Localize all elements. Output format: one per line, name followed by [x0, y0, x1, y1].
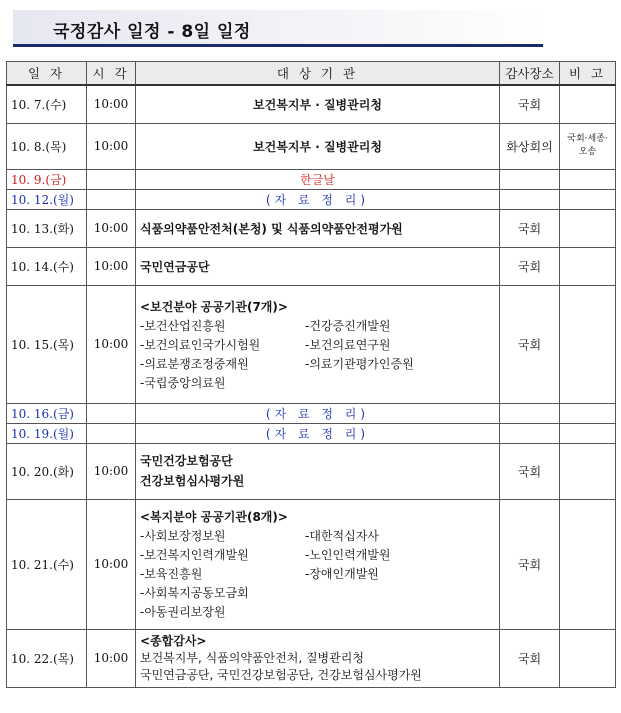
list-item: -보건산업진흥원: [140, 318, 226, 333]
note-cell: 국회·세종·오송: [560, 123, 616, 169]
institution-line: 건강보험심사평가원: [140, 474, 245, 488]
date-cell: 10. 21.(수): [7, 499, 87, 629]
date-cell: 10. 13.(화): [7, 209, 87, 247]
list-item: -보건의료연구원: [305, 337, 391, 352]
place-cell: 국회: [500, 443, 560, 499]
note-cell: [560, 443, 616, 499]
note-cell: [560, 629, 616, 687]
institution-group-cell: [136, 499, 500, 629]
note-cell: [560, 209, 616, 247]
date-cell: 10. 19.(월): [7, 423, 87, 443]
time-cell: [87, 169, 136, 189]
date-cell: 10. 15.(목): [7, 285, 87, 403]
group-items: [140, 317, 495, 391]
list-item: -사회보장정보원: [140, 529, 226, 543]
institution-cell: [136, 443, 500, 499]
title-underline: [13, 44, 543, 47]
date-cell: 10. 20.(화): [7, 443, 87, 499]
place-cell: 국회: [500, 85, 560, 123]
time-cell: [87, 189, 136, 209]
place-cell: [500, 169, 560, 189]
institution-line: 국민연금공단, 국민건강보험공단, 건강보험심사평가원: [140, 667, 422, 682]
date-cell: 10. 9.(금): [7, 169, 87, 189]
table-row: [7, 169, 616, 189]
holiday-cell: 한글날: [136, 169, 500, 189]
table-row: [7, 403, 616, 423]
place-cell: 국회: [500, 285, 560, 403]
schedule-table: [6, 61, 616, 688]
time-cell: 10:00: [87, 285, 136, 403]
group-title: <복지분야 공공기관(8개)>: [140, 510, 288, 524]
recess-cell: (자 료 정 리): [136, 403, 500, 423]
date-cell: 10. 22.(목): [7, 629, 87, 687]
list-item: -의료분쟁조정중재원: [140, 356, 249, 371]
date-cell: 10. 16.(금): [7, 403, 87, 423]
list-item: -노인인력개발원: [305, 548, 391, 562]
list-item: -대한적십자사: [305, 529, 379, 543]
time-cell: 10:00: [87, 123, 136, 169]
place-cell: 국회: [500, 499, 560, 629]
group-title: <종합감사>: [140, 633, 207, 648]
title-banner: [13, 10, 543, 44]
header-place: 감사장소: [500, 62, 560, 86]
time-cell: 10:00: [87, 629, 136, 687]
header-row: [7, 62, 616, 86]
note-cell: [560, 247, 616, 285]
table-row: [7, 247, 616, 285]
institution-group-cell: [136, 629, 500, 687]
recess-cell: (자 료 정 리): [136, 189, 500, 209]
time-cell: 10:00: [87, 443, 136, 499]
note-cell: [560, 423, 616, 443]
list-item: -장애인개발원: [305, 567, 379, 581]
place-cell: 국회: [500, 209, 560, 247]
place-cell: [500, 403, 560, 423]
institution-cell: 보건복지부 · 질병관리청: [136, 85, 500, 123]
header-date: 일 자: [7, 62, 87, 86]
note-cell: [560, 285, 616, 403]
time-cell: 10:00: [87, 247, 136, 285]
header-institution: 대 상 기 관: [136, 62, 500, 86]
date-cell: 10. 8.(목): [7, 123, 87, 169]
list-item: -사회복지공동모금회: [140, 586, 249, 600]
table-row: [7, 443, 616, 499]
group-items: [140, 527, 495, 620]
date-cell: 10. 12.(월): [7, 189, 87, 209]
time-cell: [87, 423, 136, 443]
table-row: [7, 499, 616, 629]
list-item: -보육진흥원: [140, 567, 203, 581]
list-item: -국립중앙의료원: [140, 375, 226, 390]
table-row: [7, 85, 616, 123]
list-item: -보건복지인력개발원: [140, 548, 249, 562]
table-row: [7, 123, 616, 169]
time-cell: 10:00: [87, 85, 136, 123]
table-row: [7, 189, 616, 209]
time-cell: [87, 403, 136, 423]
institution-line: 국민건강보험공단: [140, 454, 233, 468]
table-row: [7, 209, 616, 247]
time-cell: 10:00: [87, 499, 136, 629]
place-cell: 국회: [500, 247, 560, 285]
institution-line: 보건복지부, 식품의약품안전처, 질병관리청: [140, 650, 364, 665]
institution-group-cell: [136, 285, 500, 403]
table-row: [7, 423, 616, 443]
header-time: 시 각: [87, 62, 136, 86]
institution-cell: 식품의약품안전처(본청) 및 식품의약품안전평가원: [136, 209, 500, 247]
institution-cell: 국민연금공단: [136, 247, 500, 285]
note-cell: [560, 189, 616, 209]
header-note: 비 고: [560, 62, 616, 86]
list-item: -건강증진개발원: [305, 318, 391, 333]
institution-cell: 보건복지부 · 질병관리청: [136, 123, 500, 169]
note-cell: [560, 169, 616, 189]
table-row: [7, 285, 616, 403]
note-cell: [560, 403, 616, 423]
list-item: -아동권리보장원: [140, 605, 226, 619]
table-row: [7, 629, 616, 687]
date-cell: 10. 7.(수): [7, 85, 87, 123]
page-title: 국정감사 일정 - 8일 일정: [53, 22, 251, 42]
place-cell: [500, 189, 560, 209]
list-item: -의료기관평가인증원: [305, 356, 414, 371]
list-item: -보건의료인국가시험원: [140, 337, 261, 352]
time-cell: 10:00: [87, 209, 136, 247]
group-title: <보건분야 공공기관(7개)>: [140, 299, 288, 314]
note-cell: [560, 85, 616, 123]
place-cell: [500, 423, 560, 443]
note-cell: [560, 499, 616, 629]
place-cell: 화상회의: [500, 123, 560, 169]
recess-cell: (자 료 정 리): [136, 423, 500, 443]
date-cell: 10. 14.(수): [7, 247, 87, 285]
place-cell: 국회: [500, 629, 560, 687]
